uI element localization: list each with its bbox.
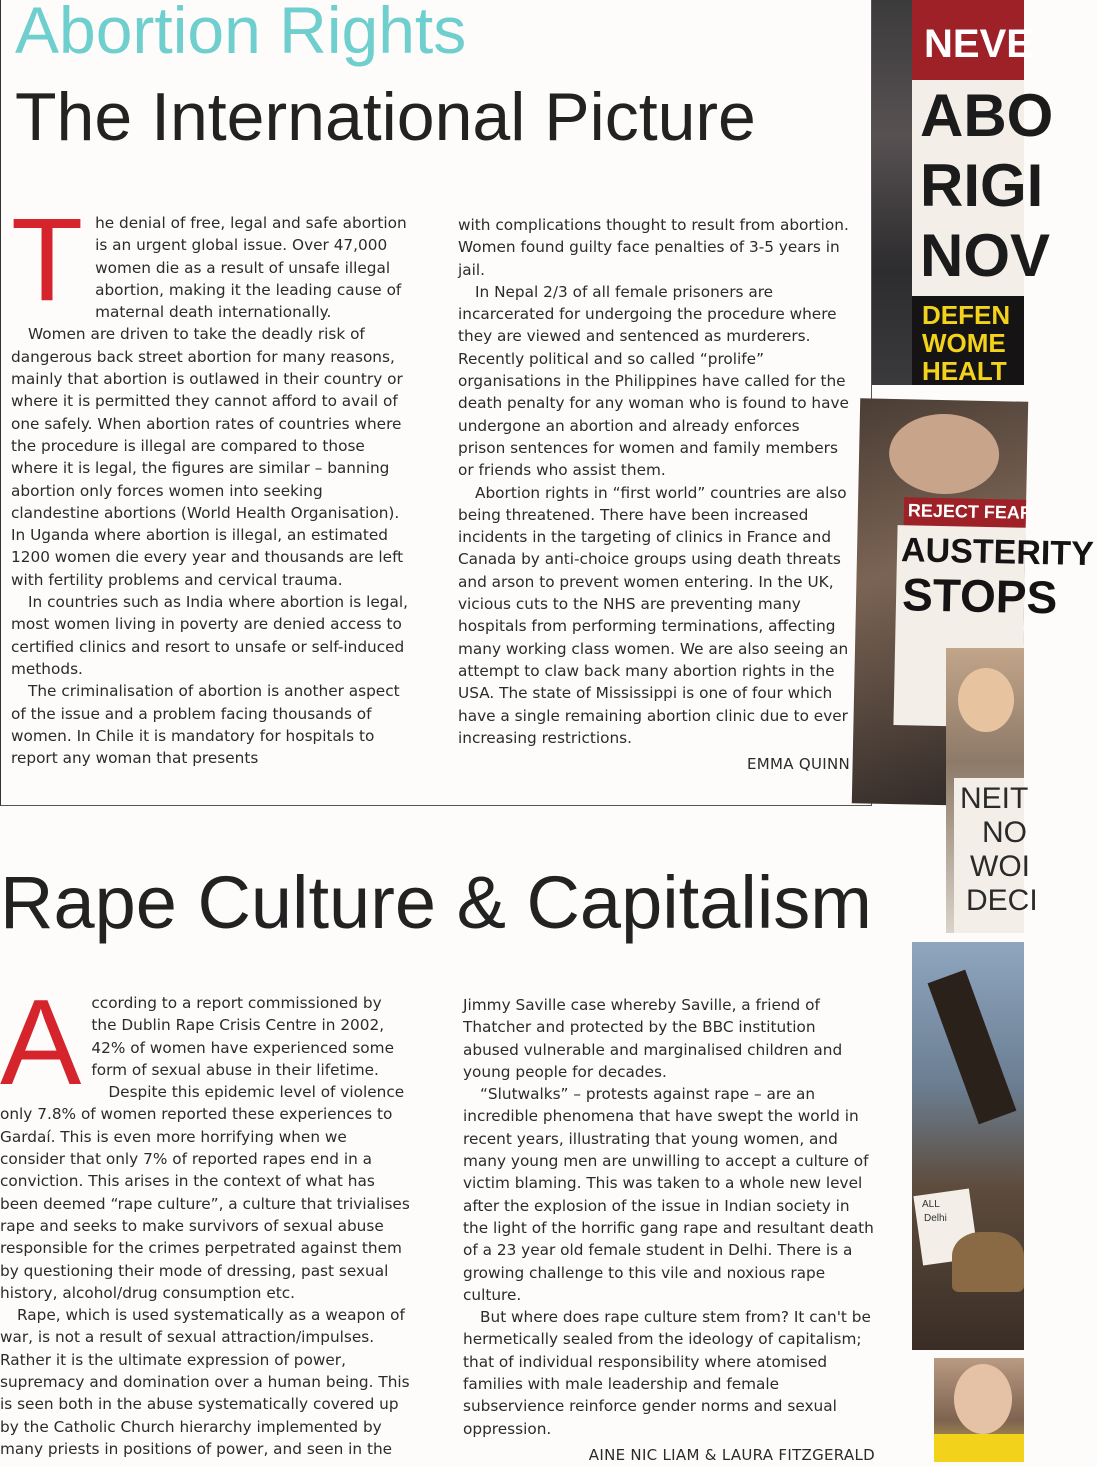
drop-cap: A [0,974,82,1110]
placard-word: NO [982,816,1027,849]
placard-word: STOPS [901,568,1058,624]
placard-word: ALL [922,1199,940,1210]
article2-paragraph-6: But where does rape culture stem from? It can't be hermetically sealed from the ideology of capitalism; that of individual responsibility where atomised families with male leadership and female subservience reinforce gender norms and sexual oppression. [463,1308,871,1438]
protester-face [888,413,1000,495]
protester-face [958,668,1014,732]
article2-paragraph-3: Rape, which is used systematically as a weapon of war, is not a result of sexual attraction/impulses. Rather it is the ultimate expression of power, supremacy and domination over a human being. This is seen both in the abuse systematically covered up by the Catholic Church hierarchy implemented by many priests in positions of power, and seen in the [0,1306,410,1458]
placard-word: ABO [920,82,1054,149]
article-rape-culture [0,820,875,1464]
article1-paragraph-5: with complications thought to result from abortion. Women found guilty face penalties of 3-5 years in jail. [458,216,849,279]
placard-word: DEFEN [922,300,1011,330]
protest-photo-placard [872,0,1054,386]
placard-banner-text: REJECT FEAR [907,500,1034,523]
placard-word: WOI [970,850,1030,883]
article1-column-1 [11,194,409,769]
section-kicker: Abortion Rights [15,0,467,67]
protest-photo-woman-shouting [934,1358,1024,1462]
article2-paragraph-4: Jimmy Saville case whereby Saville, a friend of Thatcher and protected by the BBC institution abused vulnerable and marginalised children and young people for decades. [463,996,843,1081]
article-abortion-rights [0,0,872,806]
article2-paragraph-2: Despite this epidemic level of violence only 7.8% of women reported these experiences to Gardaí. This is even more horrifying when we consider that only 7% of reported rapes end in a conviction. This arises in the context of what has been deemed “rape culture”, a culture that trivialises rape and seeks to make survivors of sexual abuse responsible for the crimes perpetrated against them by questioning their mode of dressing, past sexual history, alcohol/drug consumption etc. [0,1083,410,1302]
placard-word: Delhi [924,1213,947,1224]
raised-arm [928,970,1017,1125]
placard-word: HEALT [922,356,1007,386]
police-cap [952,1232,1024,1292]
article1-paragraph-1: The denial of free, legal and safe abortion is an urgent global issue. Over 47,000 women die as a result of unsafe illegal abortion, making it the leading cause of maternal death internationally. [11,194,407,326]
article1-column-2 [458,214,850,775]
yellow-banner [934,1434,1024,1462]
placard-word: WOME [922,328,1006,358]
protester-face [954,1364,1012,1434]
protest-photo-woman-placard [946,648,1038,933]
article-title: The International Picture [15,79,756,155]
article1-paragraph-4: The criminalisation of abortion is another aspect of the issue and a problem facing thousands of women. In Chile it is mandatory for hospitals to report any woman that presents [11,682,400,768]
article2-byline: AINE NIC LIAM & LAURA FITZGERALD [588,1445,875,1464]
article1-byline: EMMA QUINN [746,755,850,774]
article1-paragraph-6: In Nepal 2/3 of all female prisoners are incarcerated for undergoing the procedure where they are viewed and sentenced as murderers. Recently political and so called “prolife” organisations in the Philippines have called for the death penalty for any woman who is found to have undergone an abortion and already enforces prison sentences for women and family members or friends who assist them. [458,282,849,480]
article2-column-2 [463,994,875,1466]
protest-photo-delhi [912,942,1024,1350]
placard-word: RIGI [920,152,1044,219]
article1-paragraph-7: Abortion rights in “first world” countries are also being threatened. There have been increased incidents in the targeting of clinics in France and Canada by anti-choice groups using death threats and arson to prevent women entering. In the UK, vicious cuts to the NHS are preventing many hospitals from performing terminations, affecting many working class women. We are also seeing an attempt to claw back many abortion rights in the USA. The state of Mississippi is one of four which have a single remaining abortion clinic due to ever increasing restrictions. [458,483,849,747]
article1-paragraph-3: In countries such as India where abortion is legal, most women living in poverty are denied access to certified clinics and resort to unsafe or self-induced methods. [11,593,408,678]
article2-column-1 [0,974,410,1460]
placard-word: AUSTERITY [900,531,1095,574]
placard-word: DECI [966,884,1038,917]
article1-paragraph-2: Women are driven to take the deadly risk of dangerous back street abortion for many reasons, mainly that abortion is outlawed in their country or where it is permitted they cannot afford to avail of one safely. When abortion rates of countries where the procedure is illegal are compared to those where it is legal, the figures are similar – banning abortion only forces women into seeking clandestine abortions (World Health Organisation). In Uganda where abortion is illegal, an estimated 1200 women die every year and thousands are left with fertility problems and cervical trauma. [11,325,404,589]
article2-paragraph-5: “Slutwalks” – protests against rape – are an incredible phenomena that have swept the world in recent years, illustrating that young women, and many young men are unwilling to accept a culture of victim blaming. This was taken to a whole new level after the explosion of the issue in Indian society in the light of the horrific gang rape and resultant death of a 23 year old female student in Delhi. There is a growing challenge to this vile and noxious rape culture. [463,1085,874,1304]
placard-word: NEVE [924,22,1033,66]
placard-word: NEIT [960,782,1029,815]
article2-paragraph-1: According to a report commissioned by the Dublin Rape Crisis Centre in 2002, 42% of women have experienced some form of sexual abuse in their lifetime. [0,974,394,1110]
placard-word: NOV [920,222,1051,289]
drop-cap: T [11,194,84,326]
article-title: Rape Culture & Capitalism [0,861,872,944]
